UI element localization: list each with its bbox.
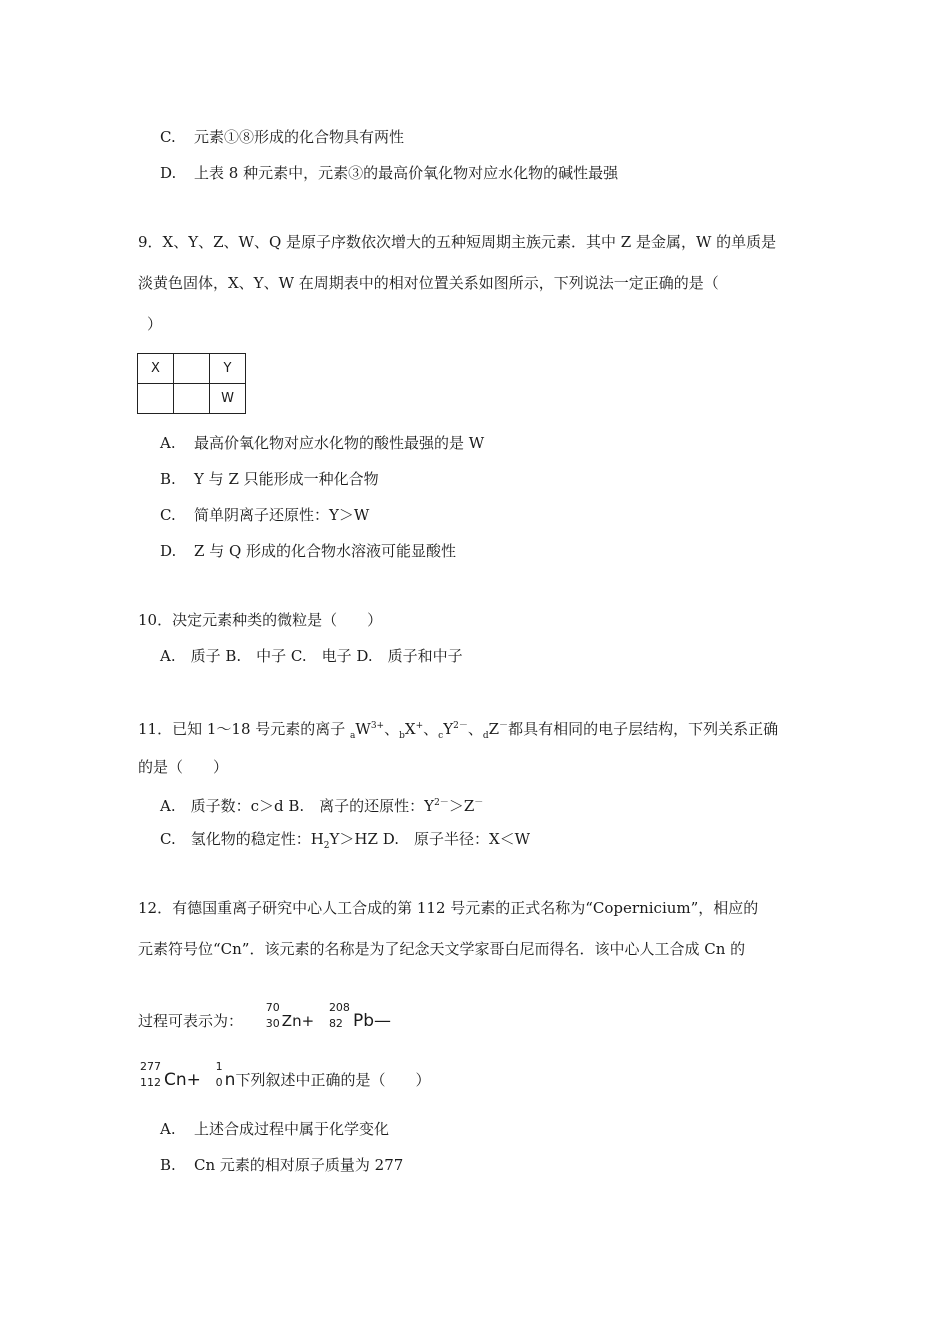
atomic-number: 30 — [265, 1017, 280, 1030]
nuclide-symbol: Pb— — [352, 1011, 391, 1031]
cell-empty — [138, 384, 174, 414]
mass-number: 70 — [265, 1001, 280, 1014]
option-key: B. — [160, 470, 176, 488]
ion-symbol: Y — [443, 720, 454, 738]
q11-options-row1 — [160, 793, 483, 816]
cell-w: W — [210, 384, 246, 414]
option-key: A. — [160, 434, 176, 452]
nuclide-symbol: Zn+ — [281, 1012, 315, 1030]
q12-stem-line3 — [138, 1001, 391, 1031]
q12-stem-line2: 元素符号位“Cn”．该元素的名称是为了纪念天文学家哥白尼而得名．该中心人工合成 Cn 的 — [138, 940, 746, 958]
q11-stem-line1: 11．已知 1～18 号元素的离子 $_aW^{3+}$、$_b$X+、$_cY^{2-}$、$_d$Z－都具有相同的电子层结构，下列关系正确 — [138, 720, 779, 741]
ion-charge: － — [474, 798, 484, 808]
option-text: Cn 元素的相对原子质量为 277 — [194, 1156, 404, 1174]
q9-stem-line1: 9．X、Y、Z、W、Q 是原子序数依次增大的五种短周期主族元素．其中 Z 是金属，W 的单质是 — [138, 233, 777, 251]
q8-option-d — [160, 163, 618, 183]
q12-stem-line4 — [140, 1060, 431, 1090]
ion-prefix: d — [482, 731, 489, 741]
option-key: B. — [160, 1156, 176, 1174]
q10-options: A. 质子 B. 中子 C. 电子 D. 质子和中子 — [160, 647, 463, 665]
atomic-number: 82 — [328, 1017, 343, 1030]
option-text: 元素①⑧形成的化合物具有两性 — [194, 128, 405, 146]
ion-prefix: b — [399, 731, 405, 741]
q12-line4-suffix: 下列叙述中正确的是（ ） — [235, 1071, 431, 1089]
mass-number: 208 — [328, 1001, 350, 1014]
q11-stem-b: 都具有相同的电子层结构，下列关系正确 — [508, 720, 779, 738]
option-text: Z 与 Q 形成的化合物水溶液可能显酸性 — [194, 542, 457, 560]
ion-symbol: Z — [488, 720, 500, 738]
option-key: A. — [160, 1120, 176, 1138]
option-text: Y 与 Z 只能形成一种化合物 — [194, 470, 379, 488]
q9-option-d — [160, 541, 456, 561]
option-key: C. — [160, 128, 176, 146]
cell-empty — [174, 384, 210, 414]
option-text: 上述合成过程中属于化学变化 — [194, 1120, 390, 1138]
q12-option-a — [160, 1119, 389, 1139]
ion-symbol: X — [404, 720, 416, 738]
cell-y: Y — [210, 354, 246, 384]
q11-options-row2 — [160, 829, 530, 856]
option-text: 上表 8 种元素中，元素③的最高价氧化物对应水化物的碱性最强 — [194, 164, 619, 182]
mass-number: 1 — [215, 1060, 223, 1073]
q11-row2-a: C. 氢化物的稳定性：H — [160, 830, 324, 848]
q9-stem-line3: ） — [147, 315, 163, 333]
ion-prefix: c — [438, 731, 444, 741]
nuclide-cn — [140, 1060, 201, 1090]
periodic-position-table — [137, 353, 246, 414]
mass-number: 277 — [140, 1060, 161, 1073]
nuclide-symbol: Cn+ — [164, 1070, 201, 1090]
option-text: 简单阴离子还原性：Y＞W — [194, 506, 370, 524]
q10-stem: 10．决定元素种类的微粒是（ ） — [138, 611, 383, 629]
q9-option-c — [160, 505, 369, 525]
q8-option-c — [160, 127, 404, 147]
atomic-number: 0 — [215, 1076, 223, 1089]
cell-x: X — [138, 354, 174, 384]
ion-symbol: W — [355, 720, 371, 738]
ion-charge: － — [499, 721, 509, 731]
nuclide-zn — [265, 1001, 315, 1031]
ion-charge: 3+ — [370, 721, 385, 731]
nuclide-pb — [328, 1001, 391, 1031]
q12-option-b — [160, 1155, 403, 1175]
option-key: C. — [160, 506, 176, 524]
q11-row1-b: ＞Z — [448, 797, 475, 815]
ion-charge: + — [415, 721, 424, 731]
option-key: D. — [160, 542, 177, 560]
q12-line3-prefix: 过程可表示为： — [138, 1012, 244, 1030]
ion-prefix: a — [350, 731, 356, 741]
ion-charge: 2－ — [453, 721, 468, 731]
subscript: 2 — [323, 841, 330, 851]
nuclide-neutron — [215, 1060, 236, 1090]
q11-stem-a: 11．已知 1～18 号元素的离子 — [138, 720, 351, 738]
cell-empty — [174, 354, 210, 384]
nuclide-symbol: n — [224, 1070, 236, 1090]
q11-row2-b: Y＞HZ D. 原子半径：X＜W — [329, 830, 531, 848]
option-key: D. — [160, 164, 177, 182]
ion-charge: 2－ — [434, 798, 449, 808]
q12-stem-line1: 12．有德国重离子研究中心人工合成的第 112 号元素的正式名称为“Copernicium”，相应的 — [138, 899, 759, 917]
q11-stem-line2: 的是（ ） — [138, 758, 229, 776]
q11-row1-a: A. 质子数：c＞d B. 离子的还原性：Y — [160, 797, 435, 815]
q9-stem-line2: 淡黄色固体，X、Y、W 在周期表中的相对位置关系如图所示，下列说法一定正确的是（ — [138, 274, 719, 292]
atomic-number: 112 — [140, 1076, 161, 1089]
option-text: 最高价氧化物对应水化物的酸性最强的是 W — [194, 434, 485, 452]
q9-option-b — [160, 469, 379, 489]
q9-option-a — [160, 433, 484, 453]
